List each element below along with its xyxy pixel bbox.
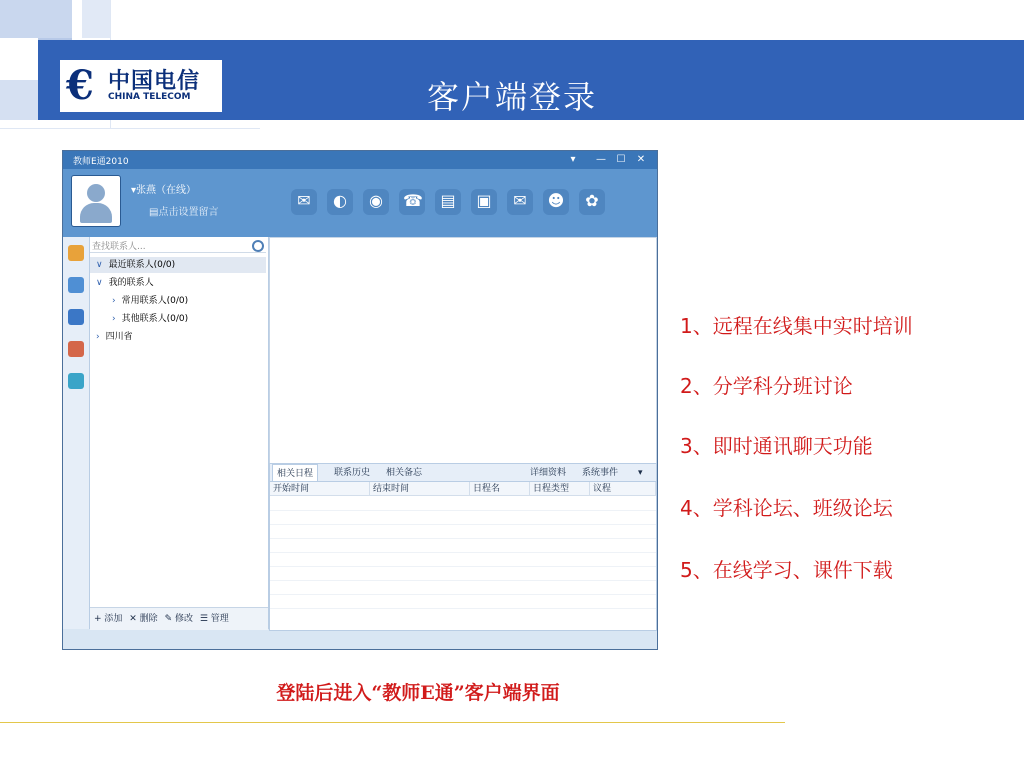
search-icon[interactable] — [252, 240, 264, 252]
column-header[interactable]: 日程类型 — [530, 482, 590, 496]
table-row — [270, 552, 656, 553]
decor-square — [82, 0, 110, 38]
footer-divider — [0, 722, 785, 723]
tree-item-recent[interactable] — [90, 257, 266, 273]
manage-contacts-button[interactable]: ☰ 管理 — [199, 614, 229, 624]
signature-link[interactable]: ▤点击设置留言 — [149, 207, 219, 218]
avatar-body-icon — [80, 203, 112, 223]
column-header[interactable]: 日程名 — [470, 482, 530, 496]
chevron-down-icon: ∨ — [96, 278, 103, 288]
group-button[interactable] — [579, 189, 605, 215]
search-person-icon: ☻ — [547, 191, 565, 210]
side-tab-rail — [63, 237, 90, 629]
close-button[interactable]: ✕ — [636, 154, 646, 165]
add-contact-button[interactable]: + 添加 — [94, 614, 123, 624]
tree-item-sichuan[interactable] — [96, 329, 133, 345]
tree-item-label: 常用联系人(0/0) — [121, 296, 189, 306]
logo-mark-icon: € — [66, 62, 94, 109]
network-tab-icon[interactable] — [68, 373, 84, 389]
tree-item-other[interactable] — [112, 311, 188, 327]
tab-details[interactable]: 详细资料 — [530, 468, 567, 478]
profile-tab-icon[interactable] — [68, 341, 84, 357]
tab-schedule[interactable]: 相关日程 — [272, 464, 318, 483]
group-icon: ✿ — [585, 191, 599, 210]
table-row — [270, 524, 656, 525]
tree-item-frequent[interactable] — [112, 293, 188, 309]
schedule-table — [269, 481, 657, 631]
contacts-tab-icon[interactable] — [68, 245, 84, 261]
column-header[interactable]: 议程 — [590, 482, 656, 496]
fax-icon: ▣ — [476, 191, 492, 210]
table-row — [270, 538, 656, 539]
edit-contact-button[interactable]: ✎ 修改 — [164, 614, 193, 624]
mail-button[interactable] — [507, 189, 533, 215]
tree-item-label: 我的联系人 — [108, 278, 154, 288]
menu-dropdown-button[interactable]: ▾ — [570, 154, 576, 165]
sms-button[interactable] — [435, 189, 461, 215]
contact-search-input[interactable]: 查找联系人... — [90, 239, 266, 253]
user-status[interactable]: ▾张燕（在线） — [131, 185, 197, 196]
feature-item: 3、即时通讯聊天功能 — [680, 434, 873, 458]
tab-notes[interactable]: 相关备忘 — [386, 468, 423, 478]
tabs-more-button[interactable]: ▾ — [638, 468, 643, 478]
logo-text-en: CHINA TELECOM — [108, 92, 191, 102]
phone-button[interactable] — [399, 189, 425, 215]
page-title: 客户端登录 — [426, 78, 597, 116]
notes-tab-icon[interactable] — [68, 277, 84, 293]
window-titlebar — [63, 151, 657, 169]
decor-square — [0, 0, 72, 38]
sms-icon: ▤ — [440, 191, 456, 210]
chat-area[interactable] — [269, 237, 657, 465]
maximize-button[interactable]: ☐ — [616, 154, 626, 165]
chevron-right-icon: › — [96, 332, 100, 342]
tree-item-label: 最近联系人(0/0) — [108, 260, 176, 270]
info-tabs — [269, 463, 657, 483]
screenshot-caption: 登陆后进入“教师E通”客户端界面 — [276, 682, 560, 704]
feature-item: 4、学科论坛、班级论坛 — [680, 496, 893, 520]
avatar-head-icon — [87, 184, 105, 202]
column-header[interactable]: 结束时间 — [370, 482, 470, 496]
decor-line — [0, 128, 260, 129]
logo-text-cn: 中国电信 — [108, 69, 201, 94]
window-title: 教师E通2010 — [73, 157, 129, 167]
webcam-icon: ◉ — [369, 191, 383, 210]
table-row — [270, 510, 656, 511]
chat-bubble-icon: ✉ — [297, 191, 311, 210]
table-row — [270, 566, 656, 567]
chevron-right-icon: › — [112, 296, 116, 306]
tree-item-my-contacts[interactable] — [96, 275, 154, 291]
contact-actions-bar — [90, 607, 268, 630]
tab-history[interactable]: 联系历史 — [334, 468, 371, 478]
contact-list-panel — [90, 237, 269, 629]
search-person-button[interactable] — [543, 189, 569, 215]
chevron-right-icon: › — [112, 314, 116, 324]
tab-events[interactable]: 系统事件 — [582, 468, 619, 478]
chevron-down-icon: ∨ — [96, 260, 103, 270]
megaphone-icon: ◐ — [333, 191, 347, 210]
fax-button[interactable] — [471, 189, 497, 215]
webcam-button[interactable] — [363, 189, 389, 215]
user-panel — [63, 169, 657, 237]
minimize-button[interactable]: — — [596, 154, 606, 165]
table-row — [270, 580, 656, 581]
home-tab-icon[interactable] — [68, 309, 84, 325]
feature-item: 5、在线学习、课件下载 — [680, 558, 893, 582]
chat-bubble-button[interactable] — [291, 189, 317, 215]
client-window — [62, 150, 658, 650]
mail-icon: ✉ — [513, 191, 527, 210]
tree-item-label: 其他联系人(0/0) — [121, 314, 189, 324]
table-row — [270, 608, 656, 609]
column-header[interactable]: 开始时间 — [270, 482, 370, 496]
phone-icon: ☎ — [403, 191, 423, 210]
broadcast-button[interactable] — [327, 189, 353, 215]
feature-item: 1、远程在线集中实时培训 — [680, 314, 913, 338]
avatar[interactable] — [71, 175, 121, 227]
feature-item: 2、分学科分班讨论 — [680, 374, 853, 398]
delete-contact-button[interactable]: ✕ 删除 — [129, 614, 158, 624]
tree-item-label: 四川省 — [105, 332, 133, 342]
table-row — [270, 594, 656, 595]
